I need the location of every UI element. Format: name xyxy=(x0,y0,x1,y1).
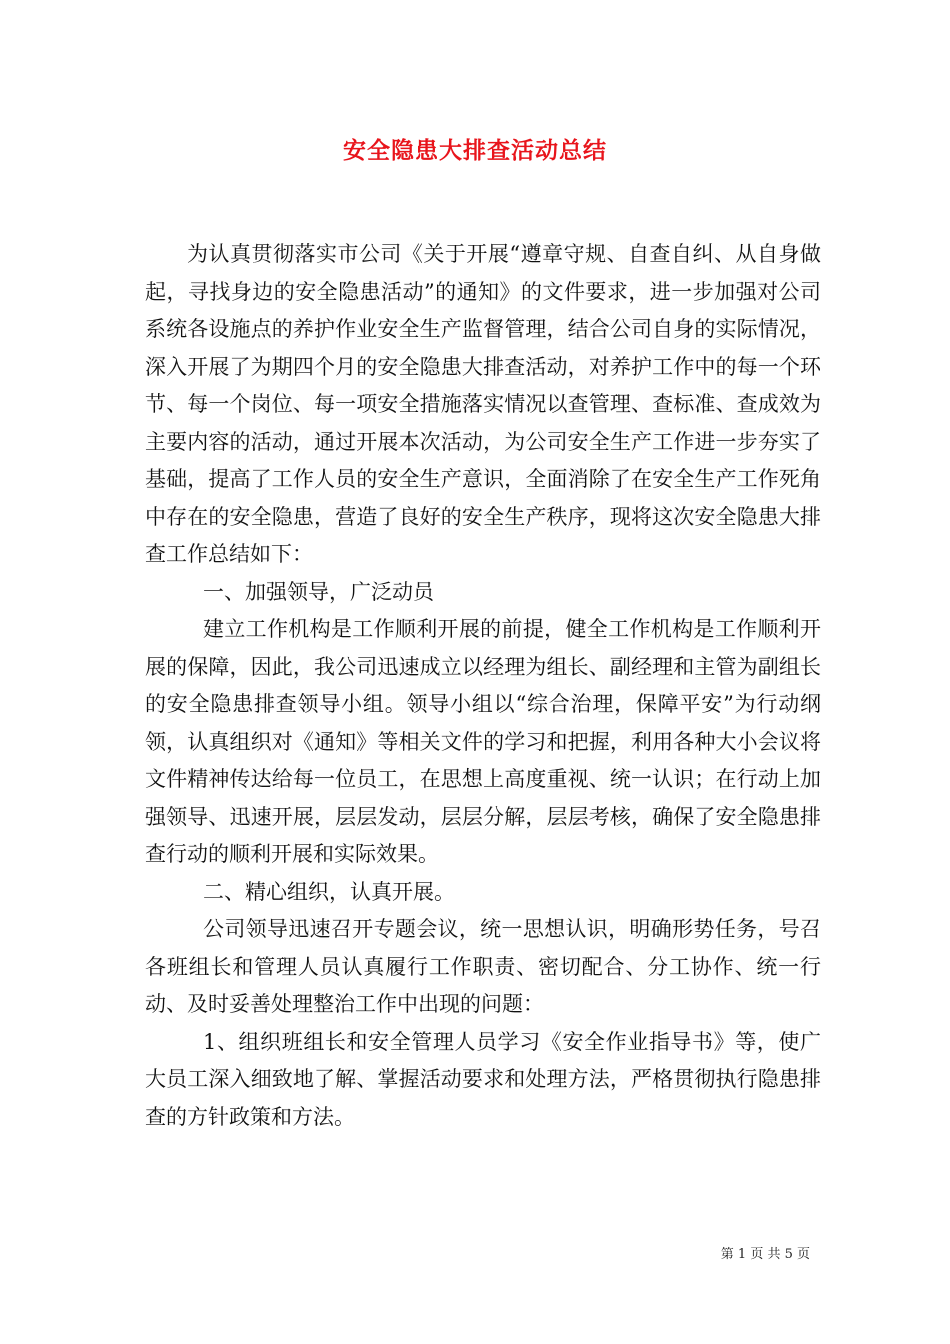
section-2-paragraph: 公司领导迅速召开专题会议，统一思想认识，明确形势任务，号召各班组长和管理人员认真履行工作职责、密切配合、分工协作、统一行动、及时妥善处理整治工作中出现的问题： xyxy=(145,917,821,1016)
document-title: 安全隐患大排查活动总结 xyxy=(343,137,607,164)
intro-paragraph: 为认真贯彻落实市公司《关于开展“遵章守规、自查自纠、从自身做起，寻找身边的安全隐患活动”的通知》的文件要求，进一步加强对公司系统各设施点的养护作业安全生产监督管理，结合公司自身的实际情况，深入开展了为期四个月的安全隐患大排查活动，对养护工作中的每一个环节、每一个岗位、每一项安全措施落实情况以查管理、查标准、查成效为主要内容的活动，通过开展本次活动，为公司安全生产工作进一步夯实了基础，提高了工作人员的安全生产意识，全面消除了在安全生产工作死角中存在的安全隐患，营造了良好的安全生产秩序，现将这次安全隐患大排查工作总结如下： xyxy=(145,242,821,566)
section-heading-1: 一、加强领导，广泛动员 xyxy=(203,579,434,604)
section-2-item-1: 1、组织班组长和安全管理人员学习《安全作业指导书》等，使广大员工深入细致地了解、掌握活动要求和处理方法，严格贯彻执行隐患排查的方针政策和方法。 xyxy=(145,1029,821,1129)
section-1-paragraph: 建立工作机构是工作顺利开展的前提，健全工作机构是工作顺利开展的保障，因此，我公司迅速成立以经理为组长、副经理和主管为副组长的安全隐患排查领导小组。领导小组以“综合治理，保障平安”为行动纲领，认真组织对《通知》等相关文件的学习和把握，利用各种大小会议将文件精神传达给每一位员工，在思想上高度重视、统一认识；在行动上加强领导、迅速开展，层层发动，层层分解，层层考核，确保了安全隐患排查行动的顺利开展和实际效果。 xyxy=(145,617,821,866)
document-body xyxy=(145,236,821,1136)
section-heading-2: 二、精心组织，认真开展。 xyxy=(203,879,455,904)
page-number: 第 1 页 共 5 页 xyxy=(720,1247,810,1262)
